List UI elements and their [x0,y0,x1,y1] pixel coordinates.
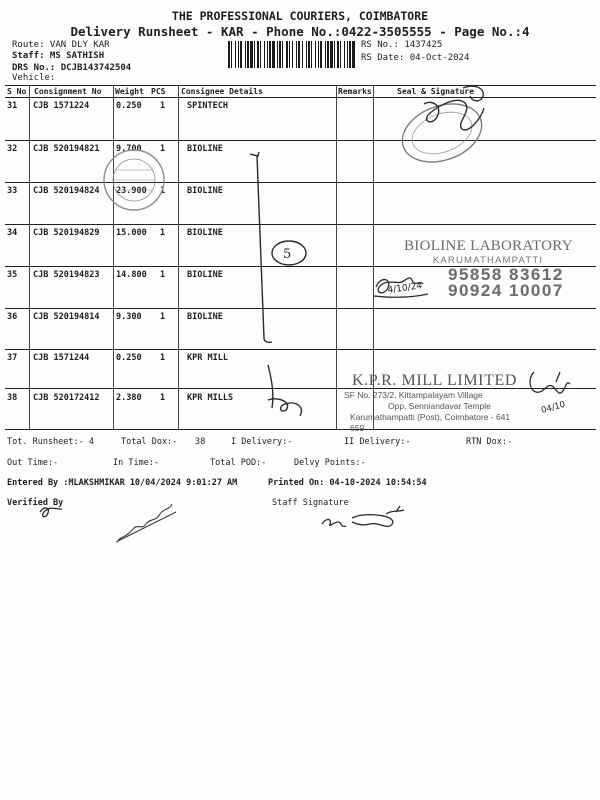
handwritten-number: 5 [283,247,292,262]
row-sno: 38 [7,393,18,403]
bioline-stamp-place: KARUMATHAMPATTI [432,255,544,266]
barcode-bar [352,41,355,68]
row-pcs: 1 [160,353,166,363]
row-weight: 9.300 [116,312,142,322]
barcode-bar [298,41,300,68]
barcode-bar [286,41,288,68]
runsheet-title: Delivery Runsheet - KAR - Phone No.:0422-3505555 - Page No.:4 [70,24,530,39]
row-weight: 0.250 [116,353,142,363]
barcode-bar [292,41,293,68]
out-time-label: Out Time:- [7,458,59,468]
row-consignee: BIOLINE [187,312,223,322]
row-consignee: SPINTECH [187,101,228,111]
staff-signature-label: Staff Signature [272,498,349,508]
row-consignee: KPR MILL [187,353,228,363]
header-remarks: Remarks [338,87,372,96]
total-dox-label: Total Dox:- [121,437,178,447]
barcode-bar [264,41,265,68]
barcode-bar [306,41,307,68]
in-time-label: In Time:- [113,458,160,468]
row-sno: 37 [7,353,18,363]
printed-on: Printed On: 04-10-2024 10:54:54 [268,478,427,488]
barcode-bar [228,41,230,68]
kpr-stamp-title: K.P.R. MILL LIMITED [352,372,518,389]
barcode-bar [349,41,351,68]
barcode-bar [254,41,255,68]
barcode-bar [337,41,339,68]
row-consignee: BIOLINE [187,186,223,196]
i-delivery-label: I Delivery:- [231,437,293,447]
bioline-stamp [404,238,576,299]
barcode-bar [247,41,249,68]
row-consignment: CJB 520194814 [33,312,100,322]
ii-delivery-label: II Delivery:- [344,437,411,447]
barcode-bar [318,41,319,68]
barcode-image [227,41,355,68]
staff-signature-mark [322,506,404,526]
bioline-stamp-title: BIOLINE LABORATORY [404,238,573,254]
barcode-bar [250,41,253,68]
verified-by-signature [40,508,62,517]
rs-date: RS Date: 04-Oct-2024 [361,53,470,63]
total-pod-label: Total POD:- [210,458,267,468]
barcode-bar [296,41,297,68]
row-consignment: CJB 520172412 [33,393,100,403]
row-sno: 32 [7,144,18,154]
row-consignee: BIOLINE [187,270,223,280]
header-seal-signature: Seal & Signature [397,87,475,96]
row-pcs: 1 [160,393,166,403]
barcode-bar [282,41,283,68]
kpr-signature-date: 04/10 [540,399,567,416]
row-consignment: CJB 1571244 [33,353,90,363]
bioline-stamp-phone: 90924 10007 [448,281,564,300]
barcode-bar [267,41,268,68]
row-weight: 23.900 [116,186,147,196]
total-dox-value: 38 [195,437,206,447]
bioline-signature-date: 4/10/24 [387,281,423,296]
row-consignment: CJB 520194823 [33,270,100,280]
row-consignment: CJB 520194824 [33,186,100,196]
header-sno: S No [7,87,27,96]
barcode-bar [308,41,310,68]
barcode-bar [344,41,345,68]
row-pcs: 1 [160,101,166,111]
header-weight: Weight [115,87,144,96]
row-pcs: 1 [160,144,166,154]
barcode-bar [279,41,281,68]
barcode-bar [327,41,329,68]
header-pcs: PCS [151,87,166,96]
barcode-bar [325,41,326,68]
row-weight: 9.700 [116,144,142,154]
row-consignee: BIOLINE [187,228,223,238]
row-sno: 34 [7,228,18,238]
row-consignee: BIOLINE [187,144,223,154]
barcode-bar [340,41,341,68]
barcode-bar [269,41,271,68]
row-pcs: 1 [160,270,166,280]
staff-label: Staff: MS SATHISH [12,51,105,61]
delivery-points-label: Delvy Points:- [294,458,366,468]
barcode-bar [302,41,303,68]
row-pcs: 1 [160,312,166,322]
kpr-stamp-address: Karumathampatti (Post), Coimbatore - 641 659 [350,412,511,433]
row-consignment: CJB 520194821 [33,144,100,154]
verified-by-label: Verified By [7,498,64,508]
drs-number: DRS No.: DCJB143742504 [12,63,132,73]
header-consignee: Consignee Details [181,87,263,96]
barcode-bar [277,41,278,68]
row-pcs: 1 [160,228,166,238]
barcode-bar [260,41,261,68]
barcode-bar [347,41,348,68]
row-consignment: CJB 1571224 [33,101,90,111]
barcode-bar [315,41,316,68]
rs-number: RS No.: 1437425 [361,40,443,50]
entered-by: Entered By :MLAKSHMIKAR 10/04/2024 9:01:27 AM [7,478,238,488]
barcode-bar [245,41,246,68]
row-sno: 35 [7,270,18,280]
row-weight: 15.000 [116,228,147,238]
barcode-bar [289,41,290,68]
row-pcs: 1 [160,186,166,196]
barcode-bar [272,41,275,68]
row-sno: 33 [7,186,18,196]
company-name: THE PROFESSIONAL COURIERS, COIMBATORE [171,9,429,23]
barcode-bar [238,41,239,68]
row-weight: 14.800 [116,270,147,280]
row-weight: 0.250 [116,101,142,111]
barcode-bar [231,41,232,68]
barcode-bar [235,41,236,68]
barcode-bar [320,41,322,68]
barcode-bar [330,41,333,68]
barcode-bar [240,41,242,68]
total-runsheet: Tot. Runsheet:- 4 [7,437,94,447]
bioline-stamp-phone: 95858 83612 [448,265,564,284]
rtn-dox-label: RTN Dox:- [466,437,513,447]
verified-by-signature [116,504,176,542]
kpr-stamp [344,372,524,434]
row-weight: 2.380 [116,393,142,403]
row-consignment: CJB 520194829 [33,228,100,238]
barcode-bar [334,41,335,68]
vehicle-label: Vehicle: [12,73,56,83]
route-label: Route: VAN DLY KAR [12,40,110,50]
row-sno: 31 [7,101,18,111]
barcode-bar [257,41,259,68]
row-sno: 36 [7,312,18,322]
kpr-stamp-address: SF No. 273/2, Kittampalayam Village [344,390,483,400]
header-consignment: Consignment No [34,87,102,96]
row-consignee: KPR MILLS [187,393,234,403]
barcode-bar [311,41,312,68]
kpr-stamp-address: Opp. Senniandavar Temple [388,401,491,411]
